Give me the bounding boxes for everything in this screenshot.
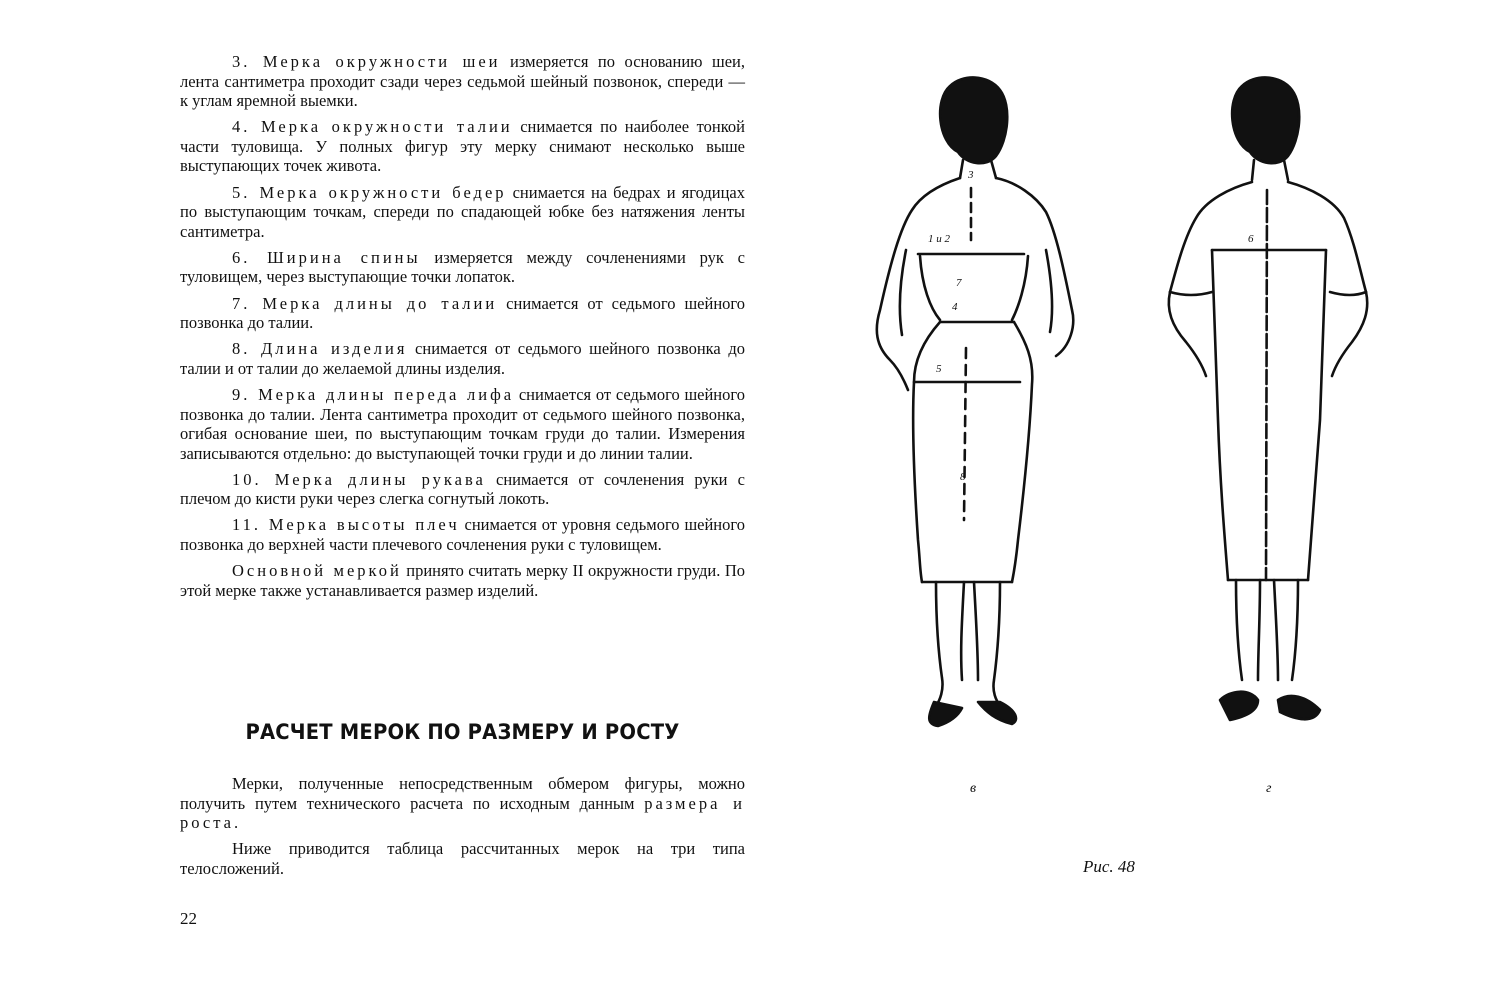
page-number: 22: [180, 909, 197, 928]
figure-left-back-view: [877, 77, 1073, 726]
mark-left-7: 7: [956, 277, 962, 289]
paragraph-garment-length: 8. Длина изделия снимается от седьмого шейного позвонка до талии и от талии до желаемой длины изделия.: [180, 339, 745, 378]
paragraph-sleeve-length: 10. Мерка длины рукава снимается от сочленения руки с плечом до кисти руки через слегка согнутый локоть.: [180, 469, 745, 509]
mark-right-6: 6: [1248, 233, 1254, 245]
lower-text: [180, 774, 745, 885]
mark-left-4: 4: [952, 301, 958, 313]
body-text: [180, 52, 745, 607]
paragraph-main-measure: Основной меркой принято считать мерку II окружности груди. По этой мерке также устанавливается размер изделий.: [180, 561, 746, 600]
mark-left-3: 3: [968, 169, 974, 181]
mark-left-5: 5: [936, 363, 942, 375]
paragraph-back-width: 6. Ширина спины измеряется между сочленениями рук с туловищем, через выступающие точки лопаток.: [180, 247, 746, 287]
paragraph-neck: 3. Мерка окружности шеи измеряется по основанию шеи, лента сантиметра проходит сзади через седьмой шейный позвонок, спереди — к углам яремной выемки.: [180, 52, 745, 111]
figure-label-right: г: [1266, 781, 1272, 796]
paragraph-front-length: 9. Мерка длины переда лифа снимается от седьмого шейного позвонка до талии. Лента сантиметра проходит от седьмого шейного позвонка, огибая основание шеи, по выступающим точкам груди до талии. Измерения записываются отдельно: до выступающей точки груди и до линии талии.: [180, 384, 745, 463]
section-heading: РАСЧЕТ МЕРОК ПО РАЗМЕРУ И РОСТУ: [245, 720, 680, 744]
mark-left-8: 8: [960, 471, 966, 483]
paragraph-table-intro: Ниже приводится таблица рассчитанных мерок на три типа телосложений.: [180, 839, 745, 878]
paragraph-waist: 4. Мерка окружности талии снимается по наиболее тонкой части туловища. У полных фигур эту мерку снимают несколько выше выступающих точек живота.: [180, 117, 745, 176]
paragraph-calculation: Мерки, полученные непосредственным обмером фигуры, можно получить путем технического расчета по исходным данным размера и роста.: [180, 774, 745, 833]
paragraph-shoulder-height: 11. Мерка высоты плеч снимается от уровня седьмого шейного позвонка до верхней части плечевого сочленения руки с туловищем.: [180, 515, 745, 555]
paragraph-waist-length: 7. Мерка длины до талии снимается от седьмого шейного позвонка до талии.: [180, 293, 745, 333]
figure-illustration: [850, 60, 1370, 750]
figure-caption: Рис. 48: [1083, 857, 1135, 876]
paragraph-hips: 5. Мерка окружности бедер снимается на бедрах и ягодицах по выступающим точкам, спереди по спадающей юбке без натяжения ленты сантиметра.: [180, 182, 745, 241]
mark-left-1-2: 1 и 2: [928, 233, 950, 245]
figure-right-back-view: [1169, 77, 1367, 720]
figure-label-left: в: [970, 781, 977, 796]
